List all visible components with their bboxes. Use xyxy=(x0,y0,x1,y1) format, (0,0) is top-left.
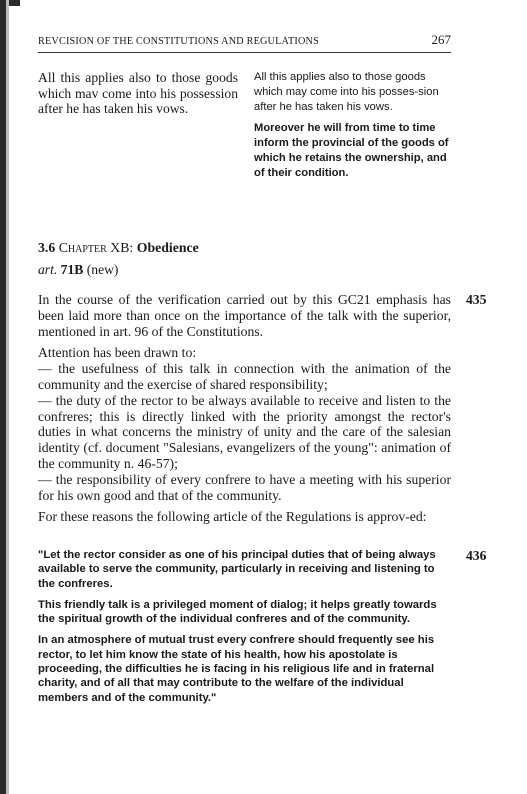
margin-number-436: 436 xyxy=(466,548,487,563)
page-spine-corner xyxy=(0,0,20,6)
page-spine-shadow xyxy=(6,0,9,794)
running-title: REVCISION OF THE CONSTITUTIONS AND REGULATIONS xyxy=(38,36,319,47)
left-column-text: All this applies also to those goods which mav come into his possession after he has taken his vows. xyxy=(38,70,238,116)
regulation-quote xyxy=(38,548,451,705)
body-list-item: — the responsibility of every confrere to have a meeting with his superior for his own good and that of the community. xyxy=(38,471,451,503)
right-column-bold-text: Moreover he will from time to time inform the provincial of the goods of which he retains the ownership, and of their condition. xyxy=(254,122,449,179)
right-column-text: All this applies also to those goods which may come into his posses-sion after he has taken his vows. xyxy=(254,71,439,113)
margin-number-435: 435 xyxy=(466,292,487,307)
chapter-title: Obedience xyxy=(136,240,199,255)
article-label: art. xyxy=(38,262,58,277)
section-heading xyxy=(38,240,199,256)
body-paragraph: For these reasons the following article of the Regulations is approv-ed: xyxy=(38,509,427,525)
section-number: 3.6 xyxy=(38,240,56,255)
article-number: 71B xyxy=(60,262,84,277)
main-body xyxy=(38,292,451,525)
quote-paragraph: In an atmosphere of mutual trust every confrere should frequently see his rector, to let him know the state of his health, how his apostolate is proceeding, the difficulties he is facing in his religious life and in fraternal charity, and of all that may contribute to the welfare of the individual members and of the community." xyxy=(38,634,435,704)
chapter-word: Chapter xyxy=(58,240,107,255)
body-list-item: — the usefulness of this talk in connection with the animation of the community and the exercise of shared responsibility; xyxy=(38,361,451,392)
body-list-item: — the duty of the rector to be always available to receive and listen to the confreres; this is directly linked with the priority amongst the rector's duties in what concerns the ministry of unity and the care of the salesian identity (cf. document "Salesians, evangelizers of the young": animation of the community n. 46-57); xyxy=(38,392,451,471)
right-column xyxy=(254,70,451,181)
quote-paragraph: This friendly talk is a privileged moment of dialog; it helps greatly towards the spiritual growth of the individual confreres and of the community. xyxy=(38,598,437,626)
article-line xyxy=(38,262,118,278)
body-paragraph: In the course of the verification carried out by this GC21 emphasis has been laid more than once on the importance of the talk with the superior, mentioned in art. 96 of the Constitutions. xyxy=(38,292,451,339)
running-header xyxy=(38,32,451,53)
page-number: 267 xyxy=(431,32,451,47)
article-note: (new) xyxy=(86,262,119,277)
quote-paragraph: "Let the rector consider as one of his principal duties that of being always available to serve the community, particularly in receiving and listening to the confreres. xyxy=(38,549,436,590)
chapter-code: XB: xyxy=(110,240,134,255)
body-paragraph: Attention has been drawn to: xyxy=(38,345,197,361)
